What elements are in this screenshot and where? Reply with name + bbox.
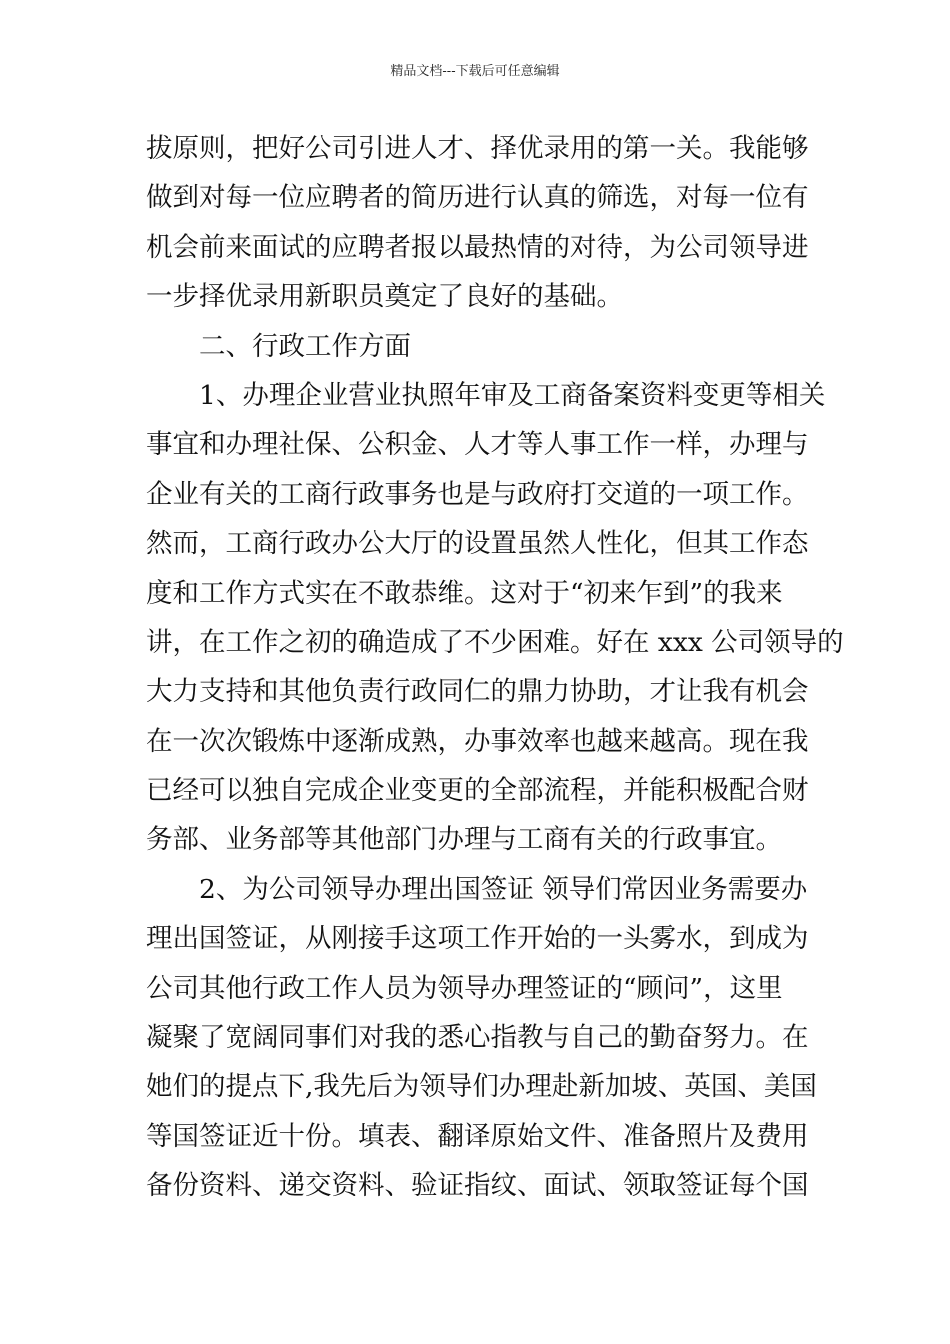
- text-line: 备份资料、递交资料、验证指纹、面试、领取签证每个国: [146, 1170, 809, 1202]
- text-line: 机会前来面试的应聘者报以最热情的对待，为公司领导进: [146, 231, 809, 263]
- text-line: 等国签证近十份。填表、翻译原始文件、准备照片及费用: [146, 1120, 809, 1152]
- section-heading: 二、行政工作方面: [199, 330, 411, 362]
- text-line: 已经可以独自完成企业变更的全部流程，并能积极配合财: [146, 775, 809, 807]
- text-line: 凝聚了宽阔同事们对我的悉心指教与自己的勤奋努力。在: [146, 1022, 809, 1054]
- text-line: 然而，工商行政办公大厅的设置虽然人性化，但其工作态: [146, 528, 809, 560]
- text-line: 讲，在工作之初的确造成了不少困难。好在 xxx 公司领导的: [146, 626, 844, 658]
- text-line: 企业有关的工商行政事务也是与政府打交道的一项工作。: [146, 478, 809, 510]
- text-line: 务部、业务部等其他部门办理与工商有关的行政事宜。: [146, 824, 782, 856]
- document-body: [146, 124, 844, 1211]
- text-line: 事宜和办理社保、公积金、人才等人事工作一样，办理与: [146, 429, 809, 461]
- text-line: 在一次次锻炼中逐渐成熟，办事效率也越来越高。现在我: [146, 725, 809, 757]
- text-line: 做到对每一位应聘者的简历进行认真的筛选，对每一位有: [146, 182, 809, 214]
- text-line: 一步择优录用新职员奠定了良好的基础。: [146, 281, 623, 313]
- page-header: 精品文档---下载后可任意编辑: [390, 64, 560, 79]
- text-line: 度和工作方式实在不敢恭维。这对于“初来乍到”的我来: [146, 577, 783, 609]
- text-line: 拔原则，把好公司引进人才、择优录用的第一关。我能够: [146, 133, 809, 164]
- text-line: 大力支持和其他负责行政同仁的鼎力协助，才让我有机会: [146, 676, 809, 708]
- text-line: 公司其他行政工作人员为领导办理签证的“顾问”，这里: [146, 972, 783, 1004]
- text-line: 理出国签证，从刚接手这项工作开始的一头雾水，到成为: [146, 923, 809, 955]
- text-line: 1、办理企业营业执照年审及工商备案资料变更等相关: [199, 379, 826, 411]
- text-line: 她们的提点下,我先后为领导们办理赴新加坡、英国、美国: [146, 1071, 817, 1103]
- text-line: 2、为公司领导办理出国签证 领导们常因业务需要办: [199, 873, 808, 905]
